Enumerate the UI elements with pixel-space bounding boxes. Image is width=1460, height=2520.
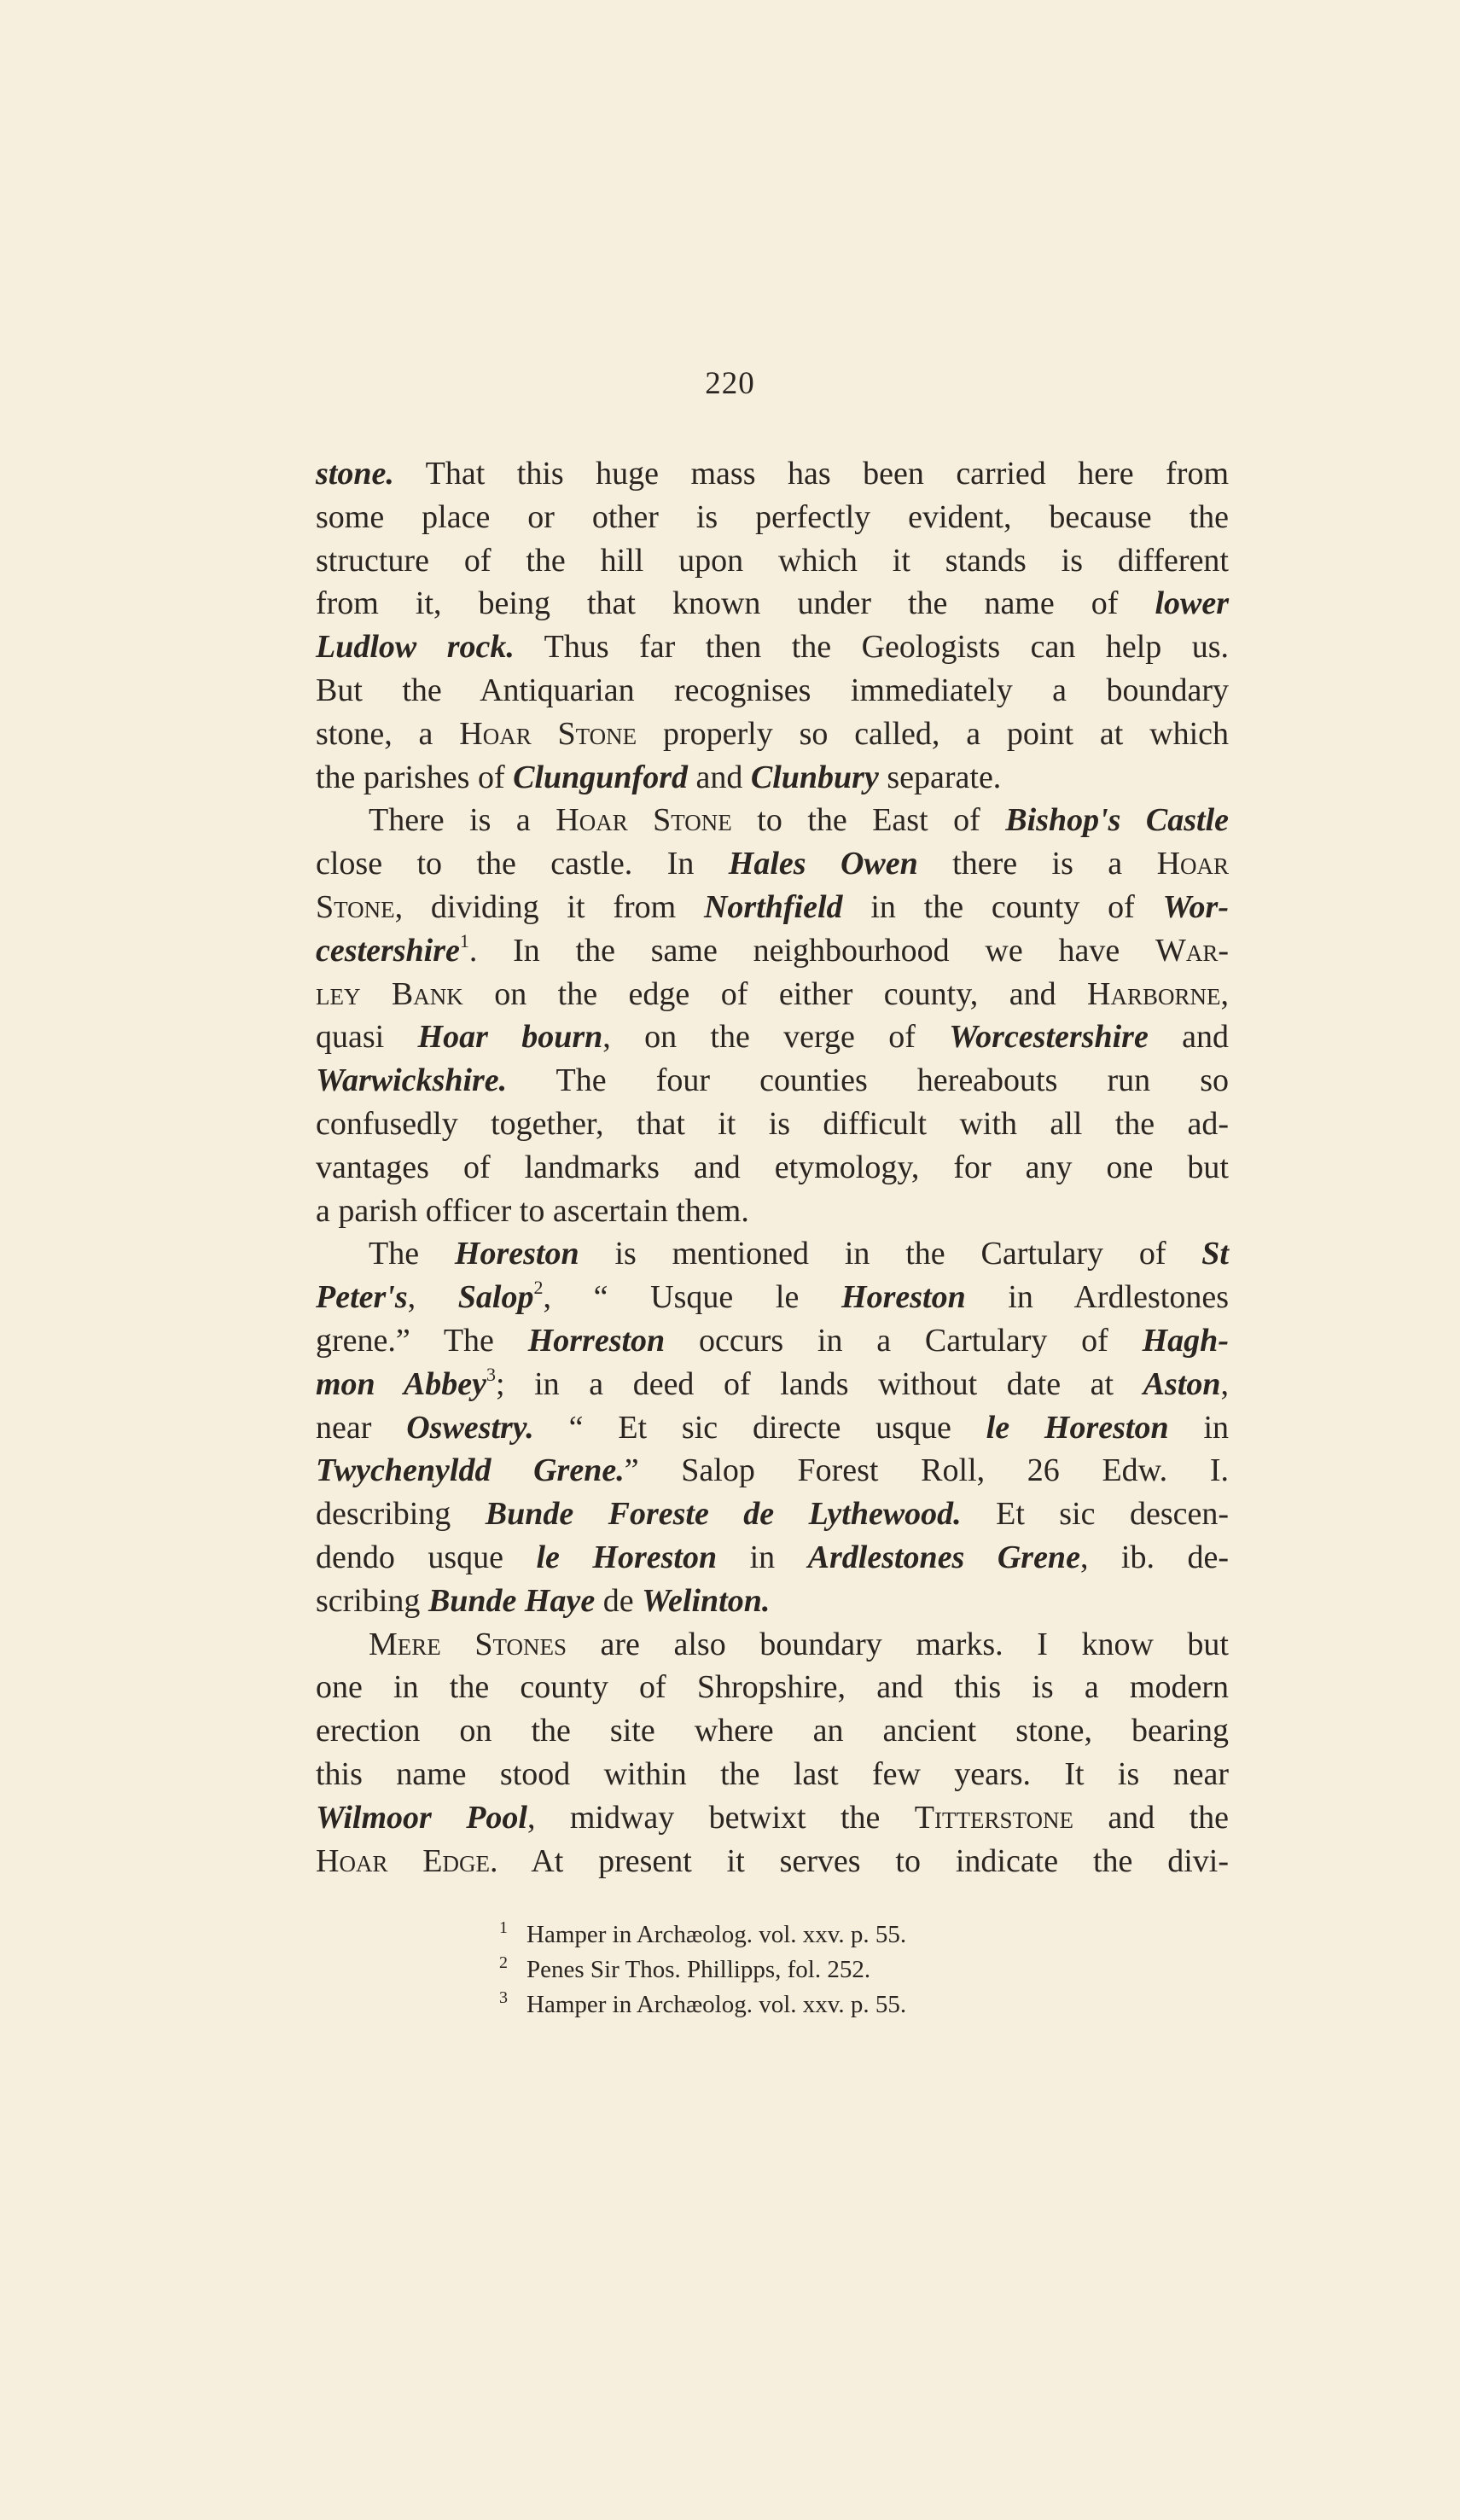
footnote-reference: 1: [459, 929, 469, 952]
small-caps-name: Titterstone: [914, 1799, 1073, 1836]
text-run: , ib. de-: [1079, 1539, 1229, 1575]
text-run: in: [1168, 1409, 1230, 1446]
footnote: [499, 1914, 1148, 1949]
text-run: ” Salop Forest Roll, 26 Edw. I.: [624, 1452, 1229, 1489]
text-run: near: [316, 1409, 407, 1446]
text-line: [316, 1623, 1229, 1667]
text-run: , “ Usque le: [543, 1279, 842, 1316]
text-run: close to the castle. In: [316, 846, 729, 882]
text-run: in Ardlestones: [965, 1279, 1230, 1316]
small-caps-name: Stone: [316, 888, 395, 925]
footnote-mark: 3: [499, 1988, 508, 2007]
text-run: there is a: [917, 846, 1157, 882]
italic-name: Clunbury: [750, 759, 879, 795]
text-line: [316, 1363, 1229, 1406]
text-run: is mentioned in the Cartulary of: [579, 1236, 1202, 1272]
text-run: quasi: [316, 1019, 418, 1056]
text-line: [316, 756, 1229, 800]
text-run: ,: [407, 1279, 458, 1316]
text-run: ,: [1220, 1365, 1229, 1402]
italic-name: Oswestry.: [406, 1409, 534, 1446]
text-line: [316, 1059, 1229, 1103]
text-line: [316, 1580, 1229, 1623]
text-line: [316, 1536, 1229, 1580]
italic-name: Clungunford: [513, 759, 688, 795]
text-line: [316, 1232, 1229, 1276]
text-line: [316, 713, 1229, 756]
text-run: stone, a: [316, 715, 460, 752]
italic-name: Warwickshire.: [316, 1062, 508, 1099]
italic-name: Wor-: [1162, 888, 1230, 925]
text-run: The four counties hereabouts run so: [507, 1062, 1229, 1099]
text-run: and: [1148, 1019, 1230, 1056]
text-run: describing: [316, 1496, 486, 1533]
text-run: , dividing it from: [394, 888, 704, 925]
text-run: “ Et sic directe usque: [533, 1409, 986, 1446]
footnote-reference: 2: [533, 1277, 544, 1299]
text-run: on the edge of either county, and: [462, 975, 1088, 1012]
footnote: [499, 1984, 1148, 2019]
text-line: [316, 886, 1229, 929]
italic-name: Hales Owen: [728, 846, 918, 882]
text-run: and: [688, 759, 751, 795]
text-run: erection on the site where an ancient stone, bearing: [316, 1713, 1229, 1749]
text-line: [316, 1406, 1229, 1450]
text-run: scribing: [316, 1582, 428, 1619]
italic-name: le Horeston: [536, 1539, 718, 1575]
text-run: grene.” The: [316, 1322, 528, 1359]
italic-name: Salop: [457, 1279, 534, 1316]
italic-name: Worcestershire: [949, 1019, 1149, 1056]
italic-name: cestershire: [316, 932, 460, 969]
text-run: properly so called, a point at which: [637, 715, 1230, 752]
text-line: [316, 1319, 1229, 1363]
text-line: [316, 1146, 1229, 1190]
italic-name: Horeston: [841, 1279, 966, 1316]
text-line: [316, 669, 1229, 713]
text-line: [316, 929, 1229, 973]
small-caps-name: Hoar Stone: [555, 802, 732, 839]
text-run: separate.: [878, 759, 1002, 795]
small-caps-name: Hoar Stone: [459, 715, 637, 752]
small-caps-name: Harborne: [1087, 975, 1221, 1012]
italic-name: Aston: [1143, 1365, 1221, 1402]
text-line: [316, 496, 1229, 539]
page-number: 220: [705, 366, 755, 401]
text-run: . In the same neighbourhood we have: [468, 932, 1155, 969]
italic-name: Bunde Foreste de Lythewood.: [485, 1496, 962, 1533]
text-line: [316, 1753, 1229, 1796]
text-line: [316, 452, 1229, 496]
text-run: The: [369, 1236, 455, 1272]
text-line: [316, 626, 1229, 669]
text-line: [316, 582, 1229, 626]
body-text: [316, 452, 1229, 1883]
text-run: But the Antiquarian recognises immediately a boundary: [316, 672, 1229, 708]
text-line: [316, 1449, 1229, 1493]
text-run: Et sic descen-: [961, 1496, 1229, 1533]
text-line: [316, 842, 1229, 886]
footnote-text: Penes Sir Thos. Phillipps, fol. 252.: [526, 1956, 871, 1983]
text-run: to the East of: [731, 802, 1006, 839]
text-line: [316, 539, 1229, 583]
text-run: ,: [1220, 975, 1229, 1012]
italic-name: le Horeston: [986, 1409, 1169, 1446]
text-run: structure of the hill upon which it stands is different: [316, 542, 1229, 579]
text-line: [316, 1276, 1229, 1319]
small-caps-name: Hoar Edge: [316, 1842, 490, 1879]
text-run: a parish officer to ascertain them.: [316, 1192, 749, 1229]
small-caps-name: War-: [1155, 932, 1229, 969]
footnote-text: Hamper in Archæolog. vol. xxv. p. 55.: [526, 1991, 907, 2018]
italic-name: Twychenyldd Grene.: [316, 1452, 625, 1489]
text-line: [316, 1666, 1229, 1709]
text-line: [316, 1796, 1229, 1840]
italic-name: Welinton.: [642, 1582, 771, 1619]
text-line: [316, 799, 1229, 842]
italic-name: Peter's: [316, 1279, 408, 1316]
italic-name: Hoar bourn: [417, 1019, 603, 1056]
text-run: occurs in a Cartulary of: [665, 1322, 1143, 1359]
text-run: one in the county of Shropshire, and this is a modern: [316, 1669, 1229, 1706]
italic-name: Ludlow rock.: [316, 629, 515, 666]
text-run: from it, being that known under the name of: [316, 585, 1155, 622]
italic-name: stone.: [316, 456, 394, 492]
small-caps-name: Hoar: [1156, 846, 1230, 882]
footnote: [499, 1949, 1148, 1984]
text-run: are also boundary marks. I know but: [566, 1626, 1229, 1662]
text-run: in the county of: [842, 888, 1163, 925]
italic-name: Wilmoor Pool: [316, 1799, 527, 1836]
text-run: There is a: [369, 802, 556, 839]
small-caps-name: Mere Stones: [369, 1626, 567, 1662]
text-run: and the: [1073, 1799, 1230, 1836]
italic-name: Northfield: [703, 888, 843, 925]
italic-name: St: [1201, 1236, 1229, 1272]
footnote-text: Hamper in Archæolog. vol. xxv. p. 55.: [526, 1921, 907, 1948]
text-line: [316, 1016, 1229, 1059]
footnote-mark: 1: [499, 1918, 508, 1937]
text-run: ; in a deed of lands without date at: [495, 1365, 1143, 1402]
text-run: this name stood within the last few years. It is near: [316, 1755, 1229, 1792]
italic-name: mon Abbey: [316, 1365, 486, 1402]
text-line: [316, 973, 1229, 1016]
text-run: vantages of landmarks and etymology, for any one but: [316, 1149, 1229, 1185]
text-line: [316, 1190, 1229, 1233]
text-line: [316, 1709, 1229, 1753]
italic-name: Horeston: [454, 1236, 579, 1272]
italic-name: lower: [1155, 585, 1229, 622]
italic-name: Ardlestones Grene: [807, 1539, 1080, 1575]
text-run: in: [717, 1539, 808, 1575]
text-run: dendo usque: [316, 1539, 537, 1575]
text-line: [316, 1493, 1229, 1536]
text-line: [316, 1840, 1229, 1883]
text-run: . At present it serves to indicate the divi-: [490, 1842, 1229, 1879]
text-run: some place or other is perfectly evident, because the: [316, 498, 1229, 535]
footnote-mark: 2: [499, 1953, 508, 1972]
text-run: That this huge mass has been carried here from: [393, 456, 1229, 492]
text-run: confusedly together, that it is difficult with all the ad-: [316, 1105, 1229, 1142]
small-caps-name: ley Bank: [316, 975, 463, 1012]
text-run: de: [595, 1582, 643, 1619]
text-line: [316, 1103, 1229, 1146]
italic-name: Bishop's Castle: [1005, 802, 1230, 839]
italic-name: Horreston: [527, 1322, 666, 1359]
text-run: the parishes of: [316, 759, 514, 795]
text-run: Thus far then the Geologists can help us.: [514, 629, 1230, 666]
footnotes: [499, 1914, 1148, 2019]
footnote-reference: 3: [486, 1363, 496, 1385]
italic-name: Bunde Haye: [428, 1582, 596, 1619]
text-run: , on the verge of: [602, 1019, 950, 1056]
italic-name: Hagh-: [1142, 1322, 1229, 1359]
text-run: , midway betwixt the: [526, 1799, 915, 1836]
